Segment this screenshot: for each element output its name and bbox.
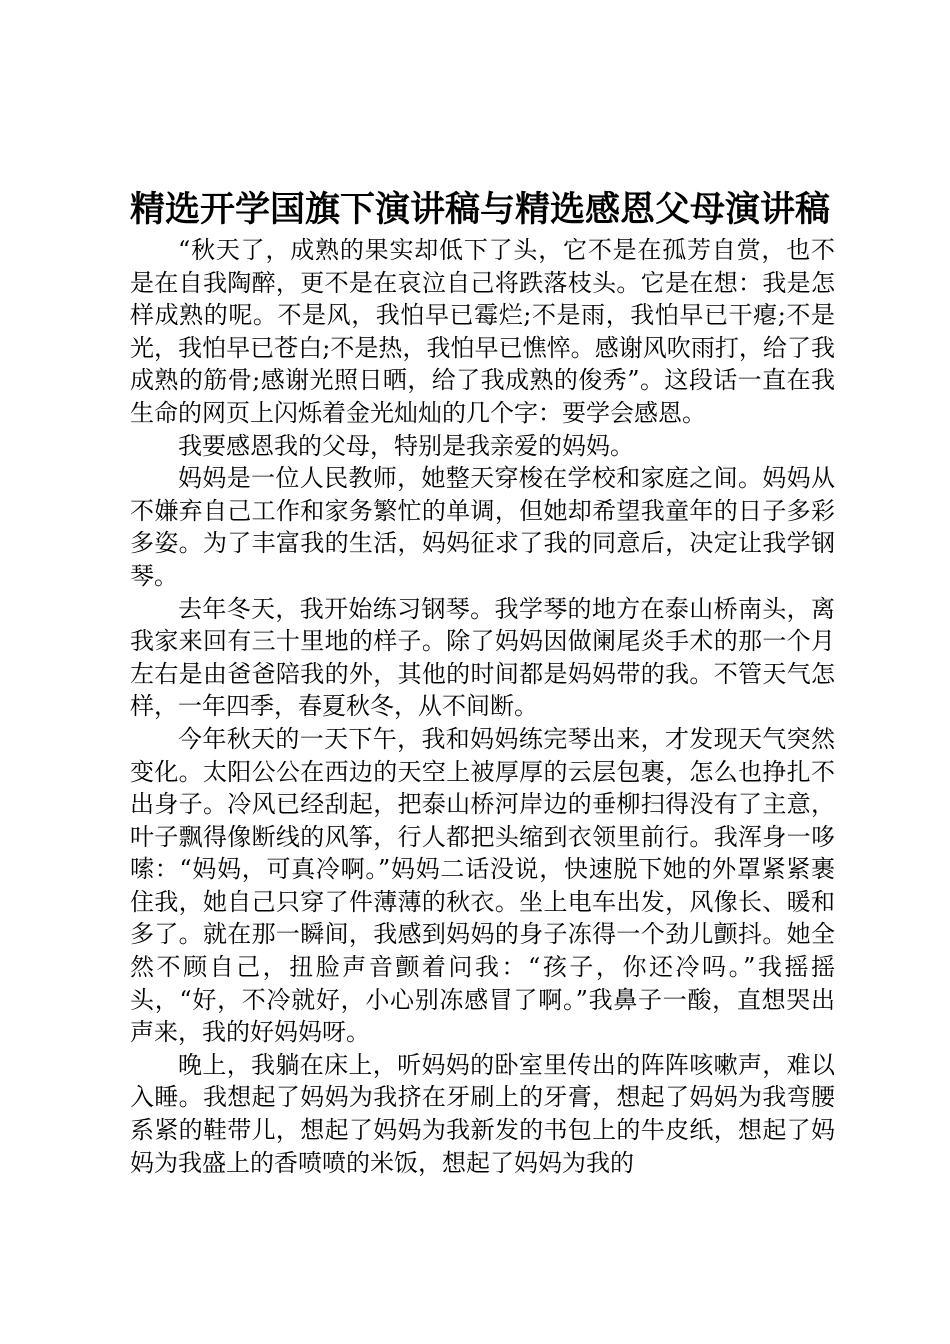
paragraph: 我要感恩我的父母，特别是我亲爱的妈妈。 [178, 431, 634, 460]
paragraph: 妈妈是一位人民教师，她整天穿梭在学校和家庭之间。妈妈从不嫌弃自己工作和家务繁忙的单调，但她却希望我童年的日子多彩多姿。为了丰富我的生活，妈妈征求了我的同意后，决定让我学钢琴。 [130, 464, 835, 590]
paragraph: 今年秋天的一天下午，我和妈妈练完琴出来，才发现天气突然变化。太阳公公在西边的天空上被厚厚的云层包裹，怎么也挣扎不出身子。冷风已经刮起，把泰山桥河岸边的垂柳扫得没有了主意，叶子飘得像断线的风筝，行人都把头缩到衣领里前行。我浑身一哆嗦：“妈妈，可真冷啊。”妈妈二话没说，快速脱下她的外罩紧紧裹住我，她自己只穿了件薄薄的秋衣。坐上电车出发，风像长、暖和多了。就在那一瞬间，我感到妈妈的身子冻得一个劲儿颤抖。她全然不顾自己，扭脸声音颤着问我：“孩子，你还冷吗。”我摇摇头，“好，不冷就好，小心别冻感冒了啊。”我鼻子一酸，直想哭出声来，我的好妈妈呀。 [130, 724, 835, 1047]
paragraph: “秋天了，成熟的果实却低下了头，它不是在孤芳自赏，也不是在自我陶醉，更不是在哀泣自己将跌落枝头。它是在想：我是怎样成熟的呢。不是风，我怕早已霉烂;不是雨，我怕早已干瘪;不是光，我怕早已苍白;不是热，我怕早已憔悴。感谢风吹雨打，给了我成熟的筋骨;感谢光照日晒，给了我成熟的俊秀”。这段话一直在我生命的网页上闪烁着金光灿灿的几个字：要学会感恩。 [130, 236, 835, 427]
paragraph: 晚上，我躺在床上，听妈妈的卧室里传出的阵阵咳嗽声，难以入睡。我想起了妈妈为我挤在牙刷上的牙膏，想起了妈妈为我弯腰系紧的鞋带儿，想起了妈妈为我新发的书包上的牛皮纸，想起了妈妈为我盛上的香喷喷的米饭，想起了妈妈为我的 [130, 1050, 835, 1177]
paragraph: 去年冬天，我开始练习钢琴。我学琴的地方在泰山桥南头，离我家来回有三十里地的样子。除了妈妈因做阑尾炎手术的那一个月左右是由爸爸陪我的外，其他的时间都是妈妈带的我。不管天气怎样，一年四季，春夏秋冬，从不间断。 [130, 594, 835, 721]
document-body [130, 234, 835, 1179]
document-title: 精选开学国旗下演讲稿与精选感恩父母演讲稿 [129, 189, 830, 230]
